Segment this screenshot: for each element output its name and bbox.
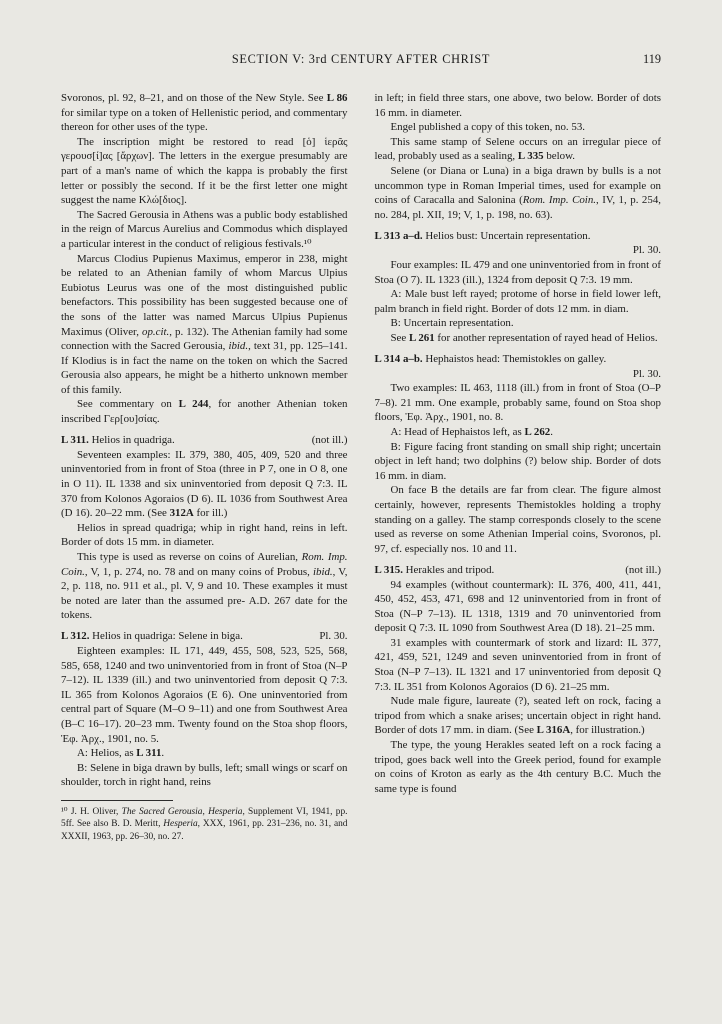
text-run: for another representation of rayed head of Helios.: [434, 332, 658, 344]
paragraph: [61, 644, 348, 746]
text-run: Helios in quadriga: Selene in biga.: [89, 630, 243, 643]
text-run: A: Helios, as: [77, 747, 137, 760]
text-run: .: [550, 426, 553, 439]
bold-text: L 316A: [536, 724, 571, 737]
text-run: Svoronos, pl. 92, 8–21, and on those of the New Style. See: [61, 92, 327, 104]
text-run: The inscription might be restored to read [ὁ] ἱερᾶς γερουσ[ί]ας [ἄρχων]. The letters in the exergue presumably are part of a man's name of which the kappa is probably the first letter or possibly the second. If it be the first letter one might suggest the name Κλώ[διος].: [61, 135, 348, 207]
bold-text: L 262: [524, 426, 551, 439]
bold-text: L 313 a–d.: [374, 229, 423, 242]
plate-reference: Pl. 30.: [319, 630, 348, 643]
entry-heading: [61, 629, 348, 644]
text-run: B: Figure facing front standing on small ship right; uncertain object in left hand; two dolphins (?) below ship. Border of dots 16 mm. in diam.: [374, 440, 661, 482]
paragraph: [375, 316, 662, 331]
text-run: Helios in quadriga.: [88, 434, 175, 447]
bold-text: L 315.: [374, 563, 403, 576]
paragraph: [61, 550, 348, 623]
paragraph: [61, 448, 348, 521]
text-run: B: Uncertain representation.: [390, 317, 514, 330]
paragraph: [375, 287, 662, 316]
text-run: ¹⁰ J. H. Oliver,: [61, 806, 122, 817]
text-run: Seventeen examples: IL 379, 380, 405, 409, 520 and three uninventoried from in front of Stoa (three in P 7, one in O 8, one in O 11). IL 1338 and six uninventoried from deposit Q 7:3. IL 370 from Kolonos Agoraios (D 6). IL 1036 from Southwest Area (D 16). 20–22 mm. (See: [61, 448, 348, 520]
text-run: Two examples: IL 463, 1118 (ill.) from in front of Stoa (O–P 7–8). 21 mm. One example, probably same, found on Stoa shop floors, Ἐφ. Ἀρχ., 1901, no. 8.: [374, 382, 661, 424]
text-run: Four examples: IL 479 and one uninventoried from in front of Stoa (O 7). IL 1323 (ill.), 1324 from deposit Q 7:3. 19 mm.: [374, 259, 661, 286]
text-run: , IV, 1, p. 254, no. 284, pl. XII, 19; V, 1, p. 198, no. 63).: [374, 194, 661, 221]
bold-text: L 311.: [61, 434, 89, 447]
paragraph: [375, 120, 662, 135]
paragraph: [375, 135, 662, 164]
paragraph: [61, 397, 348, 426]
text-run: for similar type on a token of Hellenistic period, and commentary thereon for other uses of the type.: [61, 106, 348, 134]
paragraph: [61, 521, 348, 550]
text-run: A: Male bust left rayed; protome of horse in field lower left, palm branch in field right. Border of dots 12 mm. in diam.: [374, 288, 661, 315]
entry-heading: [375, 352, 662, 367]
text-run: in left; in field three stars, one above, two below. Border of dots 16 mm. in diameter.: [374, 92, 661, 119]
text-run: , V, 1, p. 274, no. 78 and on many coins of Probus,: [84, 565, 313, 578]
italic-text: Hesperia: [163, 819, 198, 830]
paragraph: [375, 636, 662, 694]
paragraph: [61, 135, 348, 208]
paragraph: [61, 761, 348, 790]
bold-text: 312A: [169, 507, 194, 520]
plate-reference: (not ill.): [311, 434, 348, 447]
page-number: 119: [643, 52, 661, 66]
paragraph: [375, 578, 662, 636]
text-run: , text 31, pp. 125–141. If Klodius is in fact the name on the token on which the Sacred Gerousia also appears, he might be a hitherto unknown member of this family.: [61, 340, 348, 396]
paragraph: [375, 425, 662, 440]
text-run: , for another Athenian token inscribed Γερ[ου]σίας.: [61, 398, 348, 426]
text-run: The Sacred Gerousia in Athens was a public body established in the reign of Marcus Aurelius and Commodus which displayed a particular interest in the conduct of religious festivals.¹⁰: [61, 208, 348, 250]
entry-heading: [61, 433, 348, 448]
text-run: Hephaistos head: Themistokles on galley.: [422, 353, 607, 366]
paragraph: [375, 440, 662, 484]
text-run: Helios bust: Uncertain representation.: [422, 229, 591, 242]
bold-text: L 314 a–b.: [374, 353, 423, 366]
italic-text: Hesperia: [208, 806, 243, 817]
plate-reference: (not ill.): [625, 563, 661, 576]
italic-text: ibid.: [312, 565, 333, 578]
paragraph: [375, 331, 662, 346]
text-run: Marcus Clodius Pupienus Maximus, emperor in 238, might be related to an Athenian family of whom Marcus Ulpius Eubiotus Leurus was one of the most distinguished public benefactors. This possibility has been suggested because one of the sons of the latter was named Marcus Ulpius Pupienus Maximus (Oliver,: [61, 252, 348, 338]
text-columns: [61, 91, 661, 843]
paragraph: [61, 252, 348, 398]
text-run: .: [161, 747, 165, 760]
paragraph: [375, 738, 662, 796]
paragraph: [375, 694, 662, 738]
text-run: 94 examples (without countermark): IL 376, 400, 411, 441, 450, 452, 453, 471, 698 and 12 uninventoried from in front of Stoa (N–P 7–13). IL 1318, 1319 and 70 uninventoried from deposit Q 7:3. IL 1090 from Southwest Area (D 18). 21–25 mm.: [374, 578, 661, 635]
text-run: 31 examples with countermark of stork and lizard: IL 377, 421, 459, 521, 1249 and seven uninventoried from in front of Stoa (N–P 7–13). IL 1321 and 17 uninventoried from deposit Q 7:3. IL 351 from Kolonos Agoraios (D 6). 21–25 mm.: [374, 636, 661, 693]
text-run: On face B the details are far from clear. The figure almost certainly, however, represents Themistokles holding a trophy standing on a galley. The stamp corresponds closely to the scene used as reverse on some Athenian Imperial coins, Svoronos, pl. 97, cf. especially nos. 10 and 11.: [374, 484, 661, 555]
bold-text: L 244: [178, 398, 209, 411]
text-run: , p. 132). The Athenian family had some connection with the Sacred Gerousia,: [61, 325, 348, 353]
text-run: See commentary on: [77, 398, 179, 411]
paragraph: [61, 208, 348, 252]
paragraph: [61, 91, 348, 135]
bold-text: L 312.: [61, 630, 90, 643]
footnote-rule: [61, 800, 173, 801]
text-run: A: Head of Hephaistos left, as: [390, 426, 525, 439]
text-run: See: [390, 332, 409, 344]
paragraph: [375, 381, 662, 425]
text-run: , for illustration.): [570, 724, 645, 737]
plate-reference: Pl. 30.: [632, 367, 661, 380]
bold-text: L 261: [408, 332, 435, 344]
bold-text: L 311: [136, 747, 162, 760]
paragraph: [61, 746, 348, 761]
plate-reference: Pl. 30.: [632, 244, 661, 257]
italic-text: Rom. Imp. Coin.: [522, 194, 596, 207]
bold-text: L 335: [517, 150, 544, 163]
text-run: , V, 2, p. 118, no. 911 et al., pl. V, 9 and 10. These examples it must be noted are later than the assumed pre- A.D. 267 date for the tokens.: [61, 565, 348, 622]
text-run: This type is used as reverse on coins of Aurelian,: [77, 550, 302, 563]
bold-text: L 86: [326, 92, 348, 104]
left-column: [61, 91, 348, 843]
text-run: , Supplement VI, 1941, pp. 5ff. See also B. D. Meritt,: [61, 806, 348, 830]
text-run: B: Selene in biga drawn by bulls, left; small wings or scarf on shoulder, torch in right hand, reins: [61, 761, 348, 789]
entry-heading: [375, 563, 662, 578]
page-header: [61, 52, 661, 70]
section-title: SECTION V: 3rd CENTURY AFTER CHRIST: [231, 52, 491, 66]
italic-text: Rom. Imp. Coin.: [61, 550, 348, 578]
text-run: Helios in spread quadriga; whip in right hand, reins in left. Border of dots 15 mm. in diameter.: [61, 521, 348, 549]
italic-text: The Sacred Gerousia: [121, 806, 203, 817]
text-run: Selene (or Diana or Luna) in a biga drawn by bulls is a not uncommon type in Roman Imperial times, used for example on coins of Caracalla and Salonina (: [374, 164, 661, 207]
footnote: [61, 806, 348, 843]
italic-text: ibid.: [228, 340, 249, 353]
text-run: ,: [202, 806, 209, 817]
text-run: for ill.): [193, 507, 228, 520]
entry-heading: [375, 229, 662, 244]
right-column: [375, 91, 662, 843]
text-run: Herakles and tripod.: [402, 563, 495, 576]
text-run: , XXX, 1961, pp. 231–236, no. 31, and XXXII, 1963, pp. 26–30, no. 27.: [61, 819, 348, 842]
text-run: This same stamp of Selene occurs on an irregular piece of lead, probably used as a sealing,: [374, 135, 661, 163]
text-run: Nude male figure, laureate (?), seated left on rock, facing a tripod from which a snake arises; uncertain object in right hand. Border of dots 17 mm. in diam. (See: [374, 695, 661, 737]
paragraph: [375, 258, 662, 287]
paragraph: [375, 164, 662, 222]
text-run: below.: [543, 150, 575, 163]
text-run: Engel published a copy of this token, no. 53.: [390, 121, 585, 134]
text-run: Eighteen examples: IL 171, 449, 455, 508, 523, 525, 568, 585, 658, 1240 and two uninventoried from in front of Stoa (N–P 7–12). IL 1339 (ill.) and two uninventoried from deposit Q 7:3. IL 365 from Kolonos Agoraios (E 6). One uninventoried from central part of Square (M–O 9–11) and one from Southwest Area (B–C 16–17). 20–23 mm. Twenty found on the Stoa shop floors, Ἐφ. Ἀρχ., 1901, no. 5.: [61, 644, 348, 745]
paragraph: [375, 483, 662, 556]
paragraph: [375, 91, 662, 120]
italic-text: op.cit.: [142, 325, 170, 338]
text-run: The type, the young Herakles seated left on a rock facing a tripod, goes back well into the Greek period, found for example on coins of Kroton as early as the 4th century B.C. Much the same type is found: [374, 739, 661, 795]
